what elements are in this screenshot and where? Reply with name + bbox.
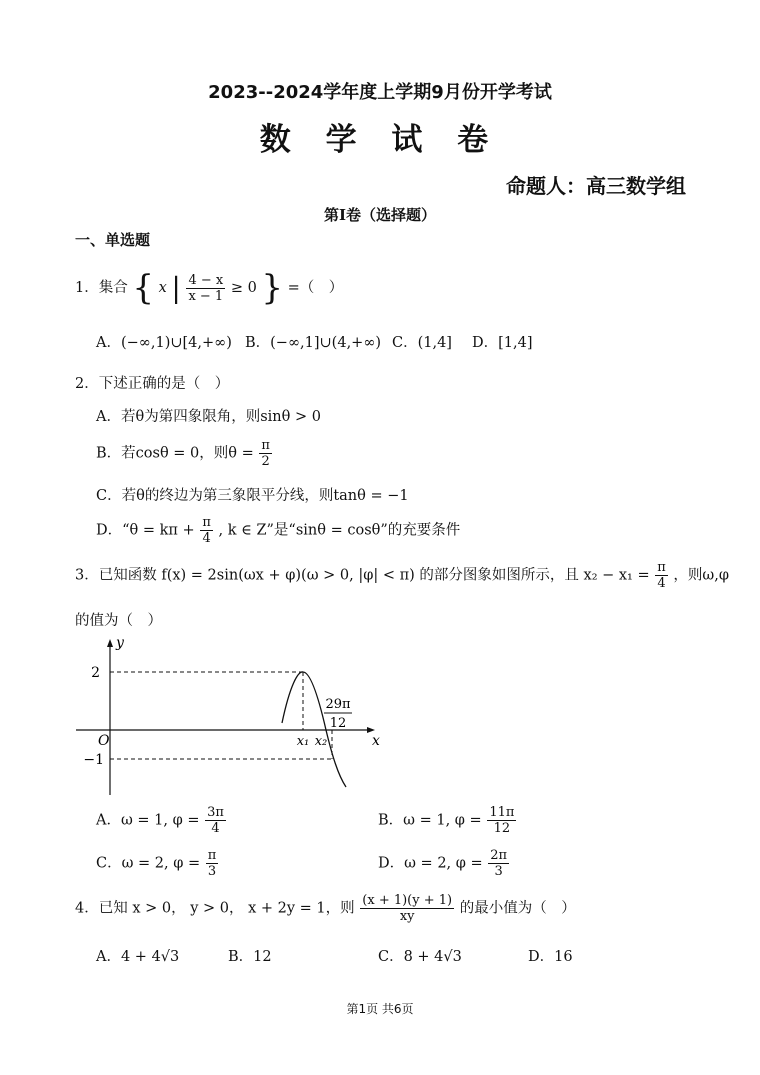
q1-ge: ≥ 0 (230, 280, 257, 296)
q1-option-b: B．(−∞,1]∪(4,+∞) (245, 335, 382, 351)
q4-stem-pre: 4．已知 x > 0， y > 0， x + 2y = 1，则 (75, 900, 355, 917)
q3-option-d (378, 848, 510, 879)
y-axis-arrow (107, 639, 113, 647)
q4-stem-post: 的最小值为（ ） (459, 900, 576, 917)
q1-option-c: C．(1,4] (392, 335, 452, 351)
q3-opta-den: 4 (211, 821, 220, 836)
q3-optb-den: 12 (493, 821, 511, 836)
mark-numerator: 29π (325, 697, 351, 712)
exam-title: 2023--2024学年度上学期9月份开学考试 (208, 82, 552, 103)
q3-fraction (655, 560, 668, 591)
q3-opta-pre: A．ω = 1, φ = (96, 812, 200, 829)
q4-option-a: A．4 + 4√3 (96, 949, 180, 965)
q4-frac-num: (x + 1)(y + 1) (362, 893, 453, 908)
q3-option-a (96, 805, 227, 836)
q2-optd-den: 4 (202, 531, 211, 546)
q2-option-b (96, 438, 273, 469)
q3-frac-num: π (657, 560, 666, 575)
mark-denominator: 12 (329, 716, 347, 731)
q4-option-c: C．8 + 4√3 (378, 949, 462, 965)
volume-heading: 第Ⅰ卷（选择题） (323, 206, 437, 224)
question-1-stem (75, 268, 343, 308)
q1-frac-den: x − 1 (188, 288, 224, 304)
q3-optb-pre: B．ω = 1, φ = (378, 812, 482, 829)
x2-label: x₂ (314, 734, 328, 749)
q4-frac-den: xy (399, 909, 415, 924)
q2-optd-num: π (202, 515, 211, 530)
q4-option-b: B．12 (228, 949, 272, 965)
q3-optc-num: π (207, 848, 217, 863)
q3-optd-num: 2π (490, 848, 508, 863)
q3-optd-pre: D．ω = 2, φ = (378, 855, 483, 872)
q2-optb-fraction (259, 438, 272, 469)
y-max-label: 2 (91, 665, 100, 681)
page-footer: 第1页 共6页 (346, 1002, 414, 1016)
q3-optb-num: 11π (489, 805, 515, 820)
q1-suffix: =（ ） (287, 280, 344, 296)
q3-option-c (96, 848, 219, 879)
q3-optc-fraction (206, 848, 219, 879)
author-line: 命题人：高三数学组 (506, 174, 686, 198)
q3-stem-post: ，则ω,φ (673, 567, 729, 584)
q3-opta-fraction (205, 805, 226, 836)
y-axis-label: y (116, 635, 124, 651)
question-3-stem (75, 560, 729, 591)
q2-option-c: C．若θ的终边为第三象限平分线，则tanθ = −1 (96, 488, 409, 504)
q3-stem-pre: 3．已知函数 f(x) = 2sin(ωx + φ)(ω > 0, |φ| < π) 的部分图象如图所示，且 x₂ − x₁ = (75, 567, 650, 584)
section-heading: 一、单选题 (75, 231, 151, 249)
q2-optd-post: , k ∈ Z”是“sinθ = cosθ”的充要条件 (218, 522, 461, 539)
q2-option-a: A．若θ为第四象限角，则sinθ > 0 (96, 409, 321, 425)
q3-optd-fraction (488, 848, 509, 879)
origin-label: O (98, 733, 110, 749)
q2-optb-num: π (261, 438, 270, 453)
y-min-label: −1 (83, 752, 104, 768)
q1-set-variable: x (158, 280, 167, 296)
question-2-stem: 2．下述正确的是（ ） (75, 376, 230, 392)
q2-optb-text: B．若cosθ = 0，则θ = (96, 445, 254, 462)
q3-optd-den: 3 (494, 864, 503, 879)
subject-title: 数 学 试 卷 (259, 122, 501, 158)
q1-frac-num: 4 − x (188, 272, 224, 288)
q3-frac-den: 4 (657, 576, 666, 591)
q2-optb-den: 2 (261, 454, 270, 469)
q3-optc-den: 3 (207, 864, 217, 879)
q3-option-b (378, 805, 517, 836)
q1-prefix: 1．集合 (75, 280, 128, 296)
q2-optd-pre: D．“θ = kπ + (96, 522, 195, 539)
question-4-stem (75, 893, 576, 924)
x1-label: x₁ (296, 734, 310, 749)
q3-optc-pre: C．ω = 2, φ = (96, 855, 201, 872)
x-axis-label: x (372, 733, 380, 749)
q4-option-d: D．16 (528, 949, 573, 965)
q2-option-d (96, 515, 460, 546)
q4-fraction (360, 893, 454, 924)
question-3-stem-line2: 的值为（ ） (75, 613, 162, 629)
q2-optd-fraction (200, 515, 213, 546)
q3-function-graph (70, 635, 390, 805)
q1-option-d: D．[1,4] (472, 335, 533, 351)
left-brace: { (132, 268, 154, 308)
q3-opta-num: 3π (207, 805, 224, 820)
q1-fraction (186, 273, 225, 304)
q3-optb-fraction (487, 805, 516, 836)
right-brace: } (261, 268, 284, 308)
q1-option-a: A．(−∞,1)∪[4,+∞) (96, 335, 232, 351)
set-bar: | (171, 271, 181, 305)
